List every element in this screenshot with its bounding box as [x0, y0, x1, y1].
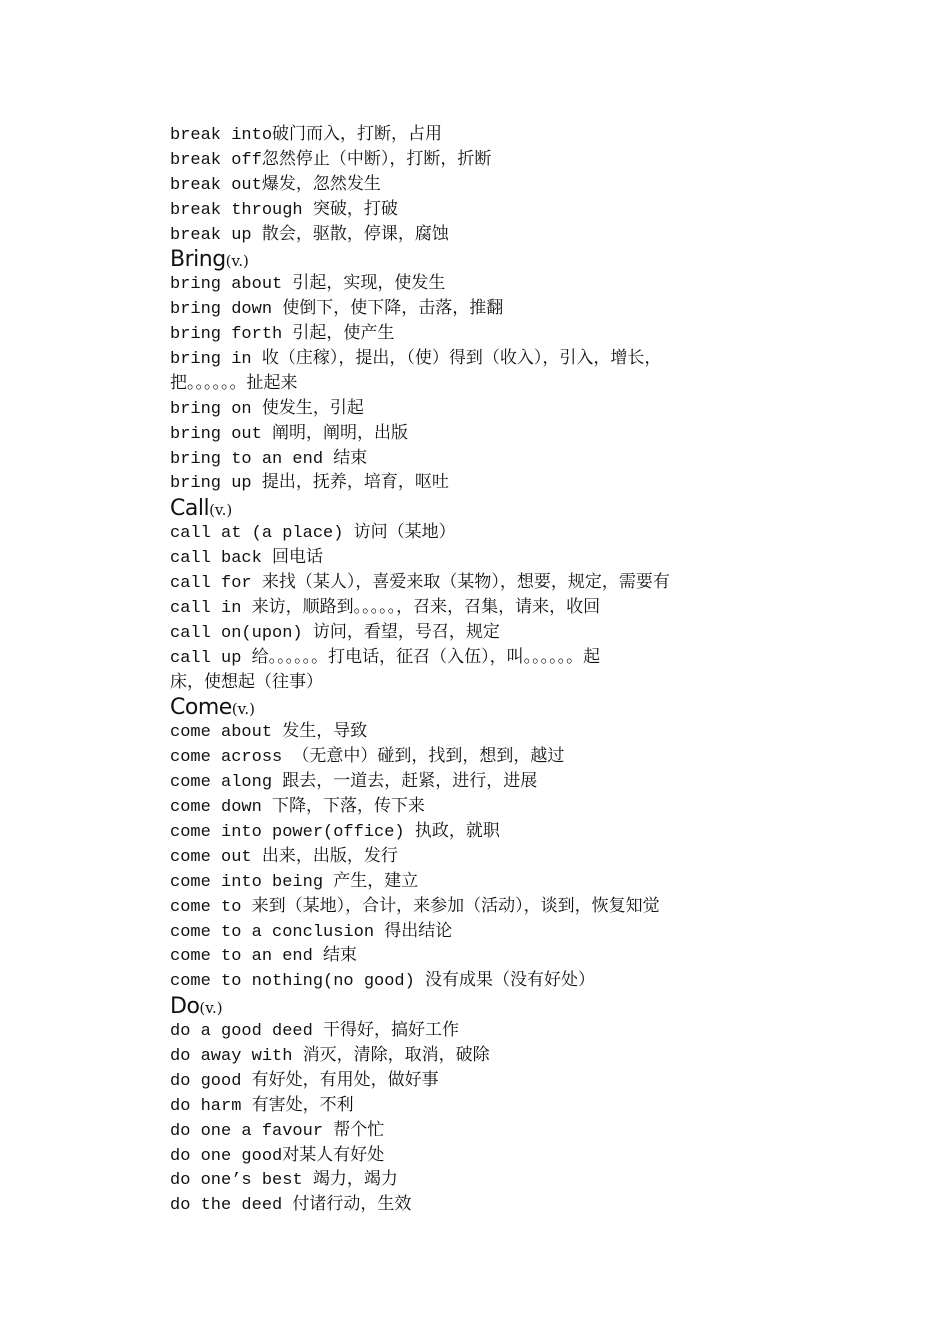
phrase-line: call on(upon) 访问，看望，号召，规定: [170, 623, 500, 643]
phrase-line: do a good deed 干得好，搞好工作: [170, 1022, 460, 1042]
verb-heading-word: Do: [170, 994, 200, 1020]
phrase-line: do one a favour 帮个忙: [170, 1121, 385, 1141]
part-of-speech-label: (v.): [231, 700, 255, 719]
verb-heading: [170, 696, 770, 721]
verb-heading: [170, 497, 770, 522]
phrase-line: 把。。。。。。扯起来: [170, 374, 298, 394]
phrase-line: bring on 使发生，引起: [170, 399, 364, 419]
phrase-line: call at (a place) 访问（某地）: [170, 524, 456, 544]
phrase-line: come to 来到（某地），合计，来参加（活动），谈到，恢复知觉: [170, 897, 660, 917]
phrase-line: do one good对某人有好处: [170, 1146, 385, 1166]
phrase-line: bring forth 引起，使产生: [170, 325, 395, 345]
phrase-line: come along 跟去，一道去，赶紧，进行，进展: [170, 773, 538, 793]
part-of-speech-label: (v.): [209, 501, 233, 520]
phrase-line: do away with 消灭，清除，取消，破除: [170, 1046, 490, 1066]
phrase-line: come to a conclusion 得出结论: [170, 922, 453, 942]
phrase-line: break into破门而入，打断，占用: [170, 126, 443, 145]
part-of-speech-label: (v.): [199, 999, 223, 1018]
phrase-line: come to an end 结束: [170, 947, 358, 967]
verb-heading-word: Call: [170, 496, 210, 522]
phrase-line: bring up 提出，抚养，培育，呕吐: [170, 474, 449, 494]
phrase-line: break up 散会，驱散，停课，腐蚀: [170, 225, 449, 245]
phrase-line: come into being 产生，建立: [170, 872, 419, 892]
part-of-speech-label: (v.): [225, 252, 249, 271]
phrase-line: bring in 收（庄稼），提出，（使）得到（收入），引入，增长，: [170, 350, 662, 370]
phrase-line: do good 有好处，有用处，做好事: [170, 1071, 439, 1091]
phrase-line: bring about 引起，实现，使发生: [170, 275, 446, 295]
phrase-line: come down 下降，下落，传下来: [170, 798, 426, 818]
phrase-line: bring out 阐明，阐明，出版: [170, 424, 409, 444]
verb-heading-word: Bring: [170, 247, 226, 273]
phrase-line: do one’s best 竭力，竭力: [170, 1171, 398, 1191]
phrase-line: break out爆发，忽然发生: [170, 175, 381, 195]
phrase-list: [170, 124, 770, 1219]
phrase-line: break off忽然停止（中断），打断，折断: [170, 150, 492, 170]
phrase-line: come across （无意中）碰到，找到，想到，越过: [170, 748, 565, 768]
verb-heading-word: Come: [170, 695, 232, 721]
verb-heading: [170, 248, 770, 273]
phrase-line: come out 出来，出版，发行: [170, 847, 398, 867]
phrase-line: come about 发生，导致: [170, 723, 368, 743]
phrase-line: break through 突破，打破: [170, 200, 398, 220]
phrase-line: do harm 有害处，不利: [170, 1096, 354, 1116]
verb-heading: [170, 995, 770, 1020]
phrase-line: come to nothing(no good) 没有成果（没有好处）: [170, 972, 596, 992]
phrase-line: call up 给。。。。。。打电话，征召（入伍），叫。。。。。。起: [170, 648, 601, 668]
phrase-line: do the deed 付诸行动，生效: [170, 1196, 412, 1216]
phrase-line: call in 来访，顺路到。。。。。，召来，召集，请来，收回: [170, 598, 601, 618]
phrase-line: come into power(office) 执政，就职: [170, 822, 500, 842]
phrase-line: call for 来找（某人），喜爱来取（某物），想要，规定，需要有: [170, 574, 670, 594]
phrase-line: bring down 使倒下，使下降，击落，推翻: [170, 300, 504, 320]
phrase-line: bring to an end 结束: [170, 449, 368, 469]
phrase-line: 床，使想起（往事）: [170, 673, 323, 693]
phrase-line: call back 回电话: [170, 549, 324, 569]
